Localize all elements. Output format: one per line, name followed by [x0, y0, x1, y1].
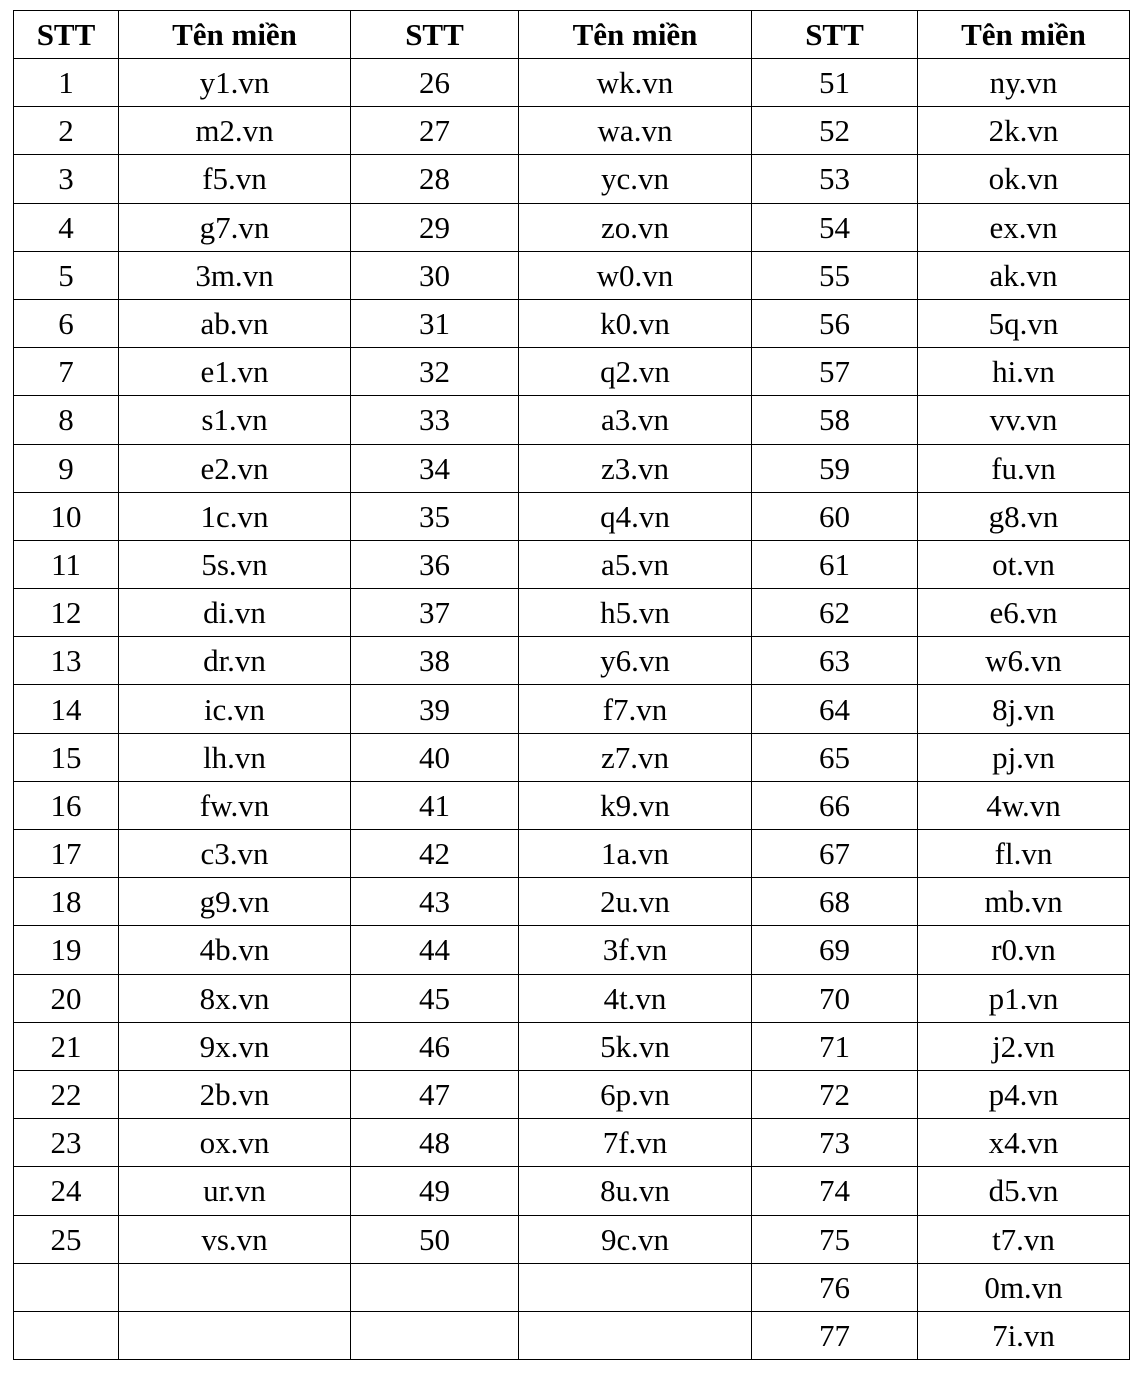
- stt-cell: 54: [752, 203, 918, 251]
- stt-cell: 11: [14, 540, 119, 588]
- stt-cell: 5: [14, 251, 119, 299]
- stt-cell: 46: [351, 1022, 519, 1070]
- stt-cell: 22: [14, 1070, 119, 1118]
- stt-cell: 24: [14, 1167, 119, 1215]
- stt-cell: 56: [752, 299, 918, 347]
- domain-cell: 7i.vn: [918, 1311, 1130, 1359]
- table-row: [14, 396, 1130, 444]
- stt-cell: 62: [752, 589, 918, 637]
- domain-cell: h5.vn: [519, 589, 752, 637]
- stt-cell: 75: [752, 1215, 918, 1263]
- table-row: [14, 203, 1130, 251]
- header-stt-3: STT: [752, 11, 918, 59]
- table-row: [14, 1070, 1130, 1118]
- table-row: [14, 1311, 1130, 1359]
- domain-cell: [519, 1311, 752, 1359]
- domain-cell: 5s.vn: [119, 540, 351, 588]
- stt-cell: 35: [351, 492, 519, 540]
- stt-cell: 74: [752, 1167, 918, 1215]
- domain-cell: g9.vn: [119, 878, 351, 926]
- domain-cell: lh.vn: [119, 733, 351, 781]
- domain-cell: a3.vn: [519, 396, 752, 444]
- stt-cell: 53: [752, 155, 918, 203]
- table-row: [14, 1215, 1130, 1263]
- table-row: [14, 781, 1130, 829]
- stt-cell: 9: [14, 444, 119, 492]
- stt-cell: [351, 1263, 519, 1311]
- stt-cell: 28: [351, 155, 519, 203]
- table-row: [14, 637, 1130, 685]
- stt-cell: 10: [14, 492, 119, 540]
- stt-cell: 4: [14, 203, 119, 251]
- domain-cell: pj.vn: [918, 733, 1130, 781]
- stt-cell: 71: [752, 1022, 918, 1070]
- stt-cell: 63: [752, 637, 918, 685]
- stt-cell: 13: [14, 637, 119, 685]
- stt-cell: 27: [351, 107, 519, 155]
- table-row: [14, 540, 1130, 588]
- domain-cell: 4w.vn: [918, 781, 1130, 829]
- domain-cell: y6.vn: [519, 637, 752, 685]
- stt-cell: 37: [351, 589, 519, 637]
- stt-cell: 12: [14, 589, 119, 637]
- stt-cell: 44: [351, 926, 519, 974]
- stt-cell: 61: [752, 540, 918, 588]
- stt-cell: 33: [351, 396, 519, 444]
- domain-cell: 0m.vn: [918, 1263, 1130, 1311]
- domain-cell: 4t.vn: [519, 974, 752, 1022]
- stt-cell: 72: [752, 1070, 918, 1118]
- domain-cell: e2.vn: [119, 444, 351, 492]
- domain-cell: 3m.vn: [119, 251, 351, 299]
- domain-cell: e1.vn: [119, 348, 351, 396]
- domain-cell: fw.vn: [119, 781, 351, 829]
- domain-cell: mb.vn: [918, 878, 1130, 926]
- domain-cell: fu.vn: [918, 444, 1130, 492]
- domain-cell: 9x.vn: [119, 1022, 351, 1070]
- domain-cell: ak.vn: [918, 251, 1130, 299]
- stt-cell: 16: [14, 781, 119, 829]
- header-domain-3: Tên miền: [918, 11, 1130, 59]
- stt-cell: 69: [752, 926, 918, 974]
- domain-cell: c3.vn: [119, 830, 351, 878]
- stt-cell: 57: [752, 348, 918, 396]
- domain-cell: a5.vn: [519, 540, 752, 588]
- stt-cell: 7: [14, 348, 119, 396]
- domain-cell: k9.vn: [519, 781, 752, 829]
- domain-cell: 5q.vn: [918, 299, 1130, 347]
- table-body: [14, 59, 1130, 1360]
- domain-cell: 1c.vn: [119, 492, 351, 540]
- stt-cell: 55: [752, 251, 918, 299]
- stt-cell: 1: [14, 59, 119, 107]
- domain-cell: g8.vn: [918, 492, 1130, 540]
- stt-cell: 15: [14, 733, 119, 781]
- header-stt-2: STT: [351, 11, 519, 59]
- domain-cell: s1.vn: [119, 396, 351, 444]
- domain-cell: f5.vn: [119, 155, 351, 203]
- table-row: [14, 59, 1130, 107]
- domain-cell: wa.vn: [519, 107, 752, 155]
- header-domain-2: Tên miền: [519, 11, 752, 59]
- domain-cell: w6.vn: [918, 637, 1130, 685]
- stt-cell: 6: [14, 299, 119, 347]
- domain-cell: ox.vn: [119, 1119, 351, 1167]
- stt-cell: 70: [752, 974, 918, 1022]
- domain-cell: r0.vn: [918, 926, 1130, 974]
- stt-cell: 25: [14, 1215, 119, 1263]
- stt-cell: 77: [752, 1311, 918, 1359]
- domain-cell: 8x.vn: [119, 974, 351, 1022]
- stt-cell: 3: [14, 155, 119, 203]
- stt-cell: 76: [752, 1263, 918, 1311]
- stt-cell: 51: [752, 59, 918, 107]
- stt-cell: 48: [351, 1119, 519, 1167]
- stt-cell: 34: [351, 444, 519, 492]
- stt-cell: 30: [351, 251, 519, 299]
- domain-cell: ex.vn: [918, 203, 1130, 251]
- stt-cell: [351, 1311, 519, 1359]
- stt-cell: 64: [752, 685, 918, 733]
- table-row: [14, 685, 1130, 733]
- domain-cell: p4.vn: [918, 1070, 1130, 1118]
- domain-cell: q2.vn: [519, 348, 752, 396]
- domain-cell: ur.vn: [119, 1167, 351, 1215]
- stt-cell: 8: [14, 396, 119, 444]
- domain-cell: ic.vn: [119, 685, 351, 733]
- domain-cell: e6.vn: [918, 589, 1130, 637]
- stt-cell: [14, 1311, 119, 1359]
- domain-cell: j2.vn: [918, 1022, 1130, 1070]
- table-row: [14, 107, 1130, 155]
- table-row: [14, 251, 1130, 299]
- stt-cell: 58: [752, 396, 918, 444]
- table-row: [14, 733, 1130, 781]
- header-row: [14, 11, 1130, 59]
- stt-cell: 45: [351, 974, 519, 1022]
- stt-cell: 67: [752, 830, 918, 878]
- domain-cell: ok.vn: [918, 155, 1130, 203]
- domain-cell: 1a.vn: [519, 830, 752, 878]
- domain-cell: f7.vn: [519, 685, 752, 733]
- stt-cell: 41: [351, 781, 519, 829]
- domain-cell: fl.vn: [918, 830, 1130, 878]
- table-row: [14, 1263, 1130, 1311]
- stt-cell: [14, 1263, 119, 1311]
- table-row: [14, 299, 1130, 347]
- domain-cell: w0.vn: [519, 251, 752, 299]
- table-row: [14, 589, 1130, 637]
- stt-cell: 32: [351, 348, 519, 396]
- domain-cell: di.vn: [119, 589, 351, 637]
- stt-cell: 49: [351, 1167, 519, 1215]
- domain-cell: 5k.vn: [519, 1022, 752, 1070]
- table-row: [14, 348, 1130, 396]
- stt-cell: 60: [752, 492, 918, 540]
- stt-cell: 20: [14, 974, 119, 1022]
- table-row: [14, 492, 1130, 540]
- stt-cell: 19: [14, 926, 119, 974]
- domain-cell: m2.vn: [119, 107, 351, 155]
- stt-cell: 17: [14, 830, 119, 878]
- stt-cell: 36: [351, 540, 519, 588]
- domain-cell: d5.vn: [918, 1167, 1130, 1215]
- header-stt-1: STT: [14, 11, 119, 59]
- stt-cell: 31: [351, 299, 519, 347]
- table-row: [14, 1022, 1130, 1070]
- domain-cell: y1.vn: [119, 59, 351, 107]
- domain-cell: 8u.vn: [519, 1167, 752, 1215]
- domain-cell: vs.vn: [119, 1215, 351, 1263]
- stt-cell: 43: [351, 878, 519, 926]
- table-row: [14, 1167, 1130, 1215]
- stt-cell: 52: [752, 107, 918, 155]
- stt-cell: 73: [752, 1119, 918, 1167]
- stt-cell: 66: [752, 781, 918, 829]
- domain-cell: [119, 1311, 351, 1359]
- table-row: [14, 926, 1130, 974]
- stt-cell: 40: [351, 733, 519, 781]
- domain-cell: hi.vn: [918, 348, 1130, 396]
- table-row: [14, 878, 1130, 926]
- domain-cell: zo.vn: [519, 203, 752, 251]
- stt-cell: 23: [14, 1119, 119, 1167]
- domain-cell: ny.vn: [918, 59, 1130, 107]
- domain-cell: wk.vn: [519, 59, 752, 107]
- domain-cell: q4.vn: [519, 492, 752, 540]
- stt-cell: 59: [752, 444, 918, 492]
- table-row: [14, 830, 1130, 878]
- domain-cell: z3.vn: [519, 444, 752, 492]
- domain-cell: 2u.vn: [519, 878, 752, 926]
- domain-cell: 7f.vn: [519, 1119, 752, 1167]
- domain-cell: yc.vn: [519, 155, 752, 203]
- domain-cell: [119, 1263, 351, 1311]
- stt-cell: 42: [351, 830, 519, 878]
- table-row: [14, 974, 1130, 1022]
- stt-cell: 21: [14, 1022, 119, 1070]
- domain-cell: 2k.vn: [918, 107, 1130, 155]
- table-header: [14, 11, 1130, 59]
- domain-cell: 2b.vn: [119, 1070, 351, 1118]
- domain-cell: p1.vn: [918, 974, 1130, 1022]
- table-row: [14, 1119, 1130, 1167]
- table-row: [14, 155, 1130, 203]
- stt-cell: 26: [351, 59, 519, 107]
- stt-cell: 18: [14, 878, 119, 926]
- stt-cell: 14: [14, 685, 119, 733]
- stt-cell: 68: [752, 878, 918, 926]
- domain-cell: vv.vn: [918, 396, 1130, 444]
- domain-cell: z7.vn: [519, 733, 752, 781]
- domain-cell: 9c.vn: [519, 1215, 752, 1263]
- stt-cell: 38: [351, 637, 519, 685]
- domain-cell: 8j.vn: [918, 685, 1130, 733]
- domain-table: [13, 10, 1130, 1360]
- domain-cell: g7.vn: [119, 203, 351, 251]
- table-row: [14, 444, 1130, 492]
- stt-cell: 29: [351, 203, 519, 251]
- domain-cell: 3f.vn: [519, 926, 752, 974]
- domain-cell: ab.vn: [119, 299, 351, 347]
- stt-cell: 65: [752, 733, 918, 781]
- header-domain-1: Tên miền: [119, 11, 351, 59]
- domain-cell: 6p.vn: [519, 1070, 752, 1118]
- stt-cell: 2: [14, 107, 119, 155]
- domain-cell: 4b.vn: [119, 926, 351, 974]
- domain-cell: [519, 1263, 752, 1311]
- domain-cell: ot.vn: [918, 540, 1130, 588]
- domain-cell: t7.vn: [918, 1215, 1130, 1263]
- stt-cell: 47: [351, 1070, 519, 1118]
- domain-cell: x4.vn: [918, 1119, 1130, 1167]
- stt-cell: 39: [351, 685, 519, 733]
- domain-cell: dr.vn: [119, 637, 351, 685]
- domain-cell: k0.vn: [519, 299, 752, 347]
- stt-cell: 50: [351, 1215, 519, 1263]
